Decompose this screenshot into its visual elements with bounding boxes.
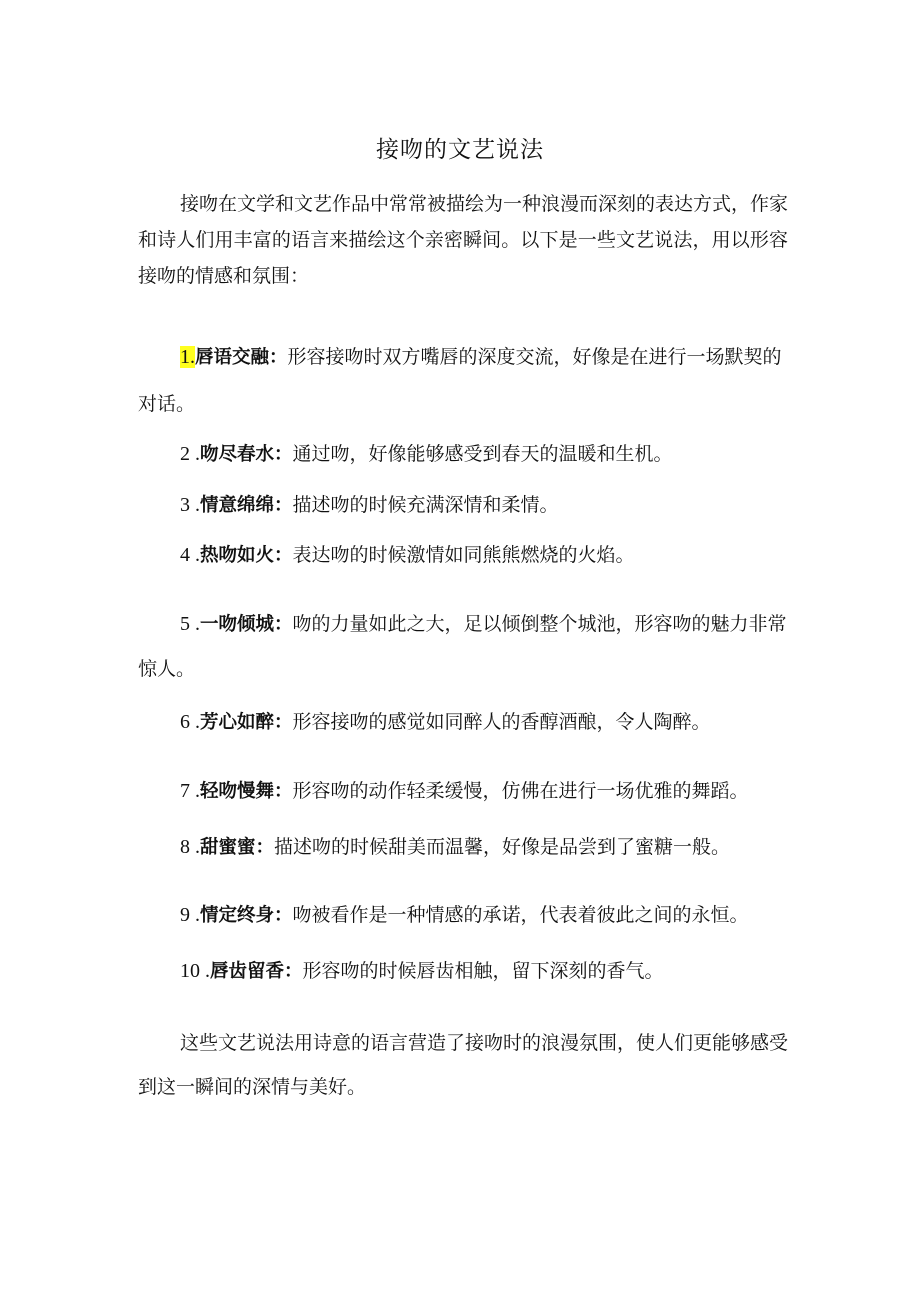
- list-item-6: [138, 702, 790, 743]
- item-separator: .: [190, 836, 200, 858]
- item-term: 吻尽春水：: [200, 444, 293, 465]
- item-number: 3: [180, 494, 190, 516]
- list-item-9: [138, 895, 790, 936]
- item-separator: .: [190, 544, 200, 566]
- item-number: 1: [180, 346, 190, 368]
- item-number: 5: [180, 613, 190, 635]
- item-number: 7: [180, 780, 190, 802]
- item-term: 轻吻慢舞：: [200, 781, 293, 802]
- item-number: 2: [180, 443, 190, 465]
- page-title: 接吻的文艺说法: [376, 137, 544, 163]
- item-term: 情定终身：: [200, 905, 293, 926]
- item-number: 10: [180, 960, 200, 982]
- list-item-2: [138, 434, 790, 475]
- item-separator: .: [190, 904, 200, 926]
- list-item-1: [138, 334, 790, 427]
- item-description: 吻被看作是一种情感的承诺，代表着彼此之间的永恒。: [292, 904, 749, 926]
- list-item-8: [138, 827, 790, 868]
- list-item-5: [138, 602, 790, 691]
- list-item-3: [138, 485, 790, 526]
- item-description: 形容吻的时候唇齿相触，留下深刻的香气。: [302, 960, 664, 982]
- item-term: 唇齿留香：: [210, 961, 303, 982]
- item-term: 一吻倾城：: [200, 614, 293, 635]
- closing-paragraph: 这些文艺说法用诗意的语言营造了接吻时的浪漫氛围，使人们更能够感受到这一瞬间的深情与美好。: [138, 1032, 789, 1098]
- item-term: 热吻如火：: [200, 545, 293, 566]
- highlight-mark: [180, 346, 195, 368]
- item-separator: .: [190, 613, 200, 635]
- item-separator: .: [200, 960, 210, 982]
- item-number: 6: [180, 711, 190, 733]
- item-description: 表达吻的时候激情如同熊熊燃烧的火焰。: [292, 544, 635, 566]
- item-term: 甜蜜蜜：: [200, 837, 275, 858]
- item-separator: .: [190, 711, 200, 733]
- item-description: 描述吻的时候充满深情和柔情。: [292, 494, 559, 516]
- intro-paragraph: 接吻在文学和文艺作品中常常被描绘为一种浪漫而深刻的表达方式，作家和诗人们用丰富的语言来描绘这个亲密瞬间。以下是一些文艺说法，用以形容接吻的情感和氛围：: [138, 193, 789, 287]
- item-term: 芳心如醉：: [200, 712, 293, 733]
- item-description: 形容接吻时双方嘴唇的深度交流，好像是在进行一场默契的对话。: [138, 346, 782, 415]
- item-term: 唇语交融：: [195, 347, 288, 368]
- list-item-7: [138, 771, 790, 812]
- item-separator: .: [190, 780, 200, 802]
- item-description: 描述吻的时候甜美而温馨，好像是品尝到了蜜糖一般。: [274, 836, 731, 858]
- item-term: 情意绵绵：: [200, 495, 293, 516]
- item-number: 8: [180, 836, 190, 858]
- item-number: 9: [180, 904, 190, 926]
- item-separator: .: [190, 443, 200, 465]
- item-number: 4: [180, 544, 190, 566]
- item-separator: .: [190, 346, 195, 368]
- list-item-4: [138, 535, 790, 576]
- item-description: 通过吻，好像能够感受到春天的温暖和生机。: [292, 443, 673, 465]
- list-item-10: [138, 951, 790, 992]
- item-description: 吻的力量如此之大，足以倾倒整个城池，形容吻的魅力非常惊人。: [138, 613, 787, 680]
- item-description: 形容吻的动作轻柔缓慢，仿佛在进行一场优雅的舞蹈。: [292, 780, 749, 802]
- item-separator: .: [190, 494, 200, 516]
- item-description: 形容接吻的感觉如同醉人的香醇酒酿，令人陶醉。: [292, 711, 711, 733]
